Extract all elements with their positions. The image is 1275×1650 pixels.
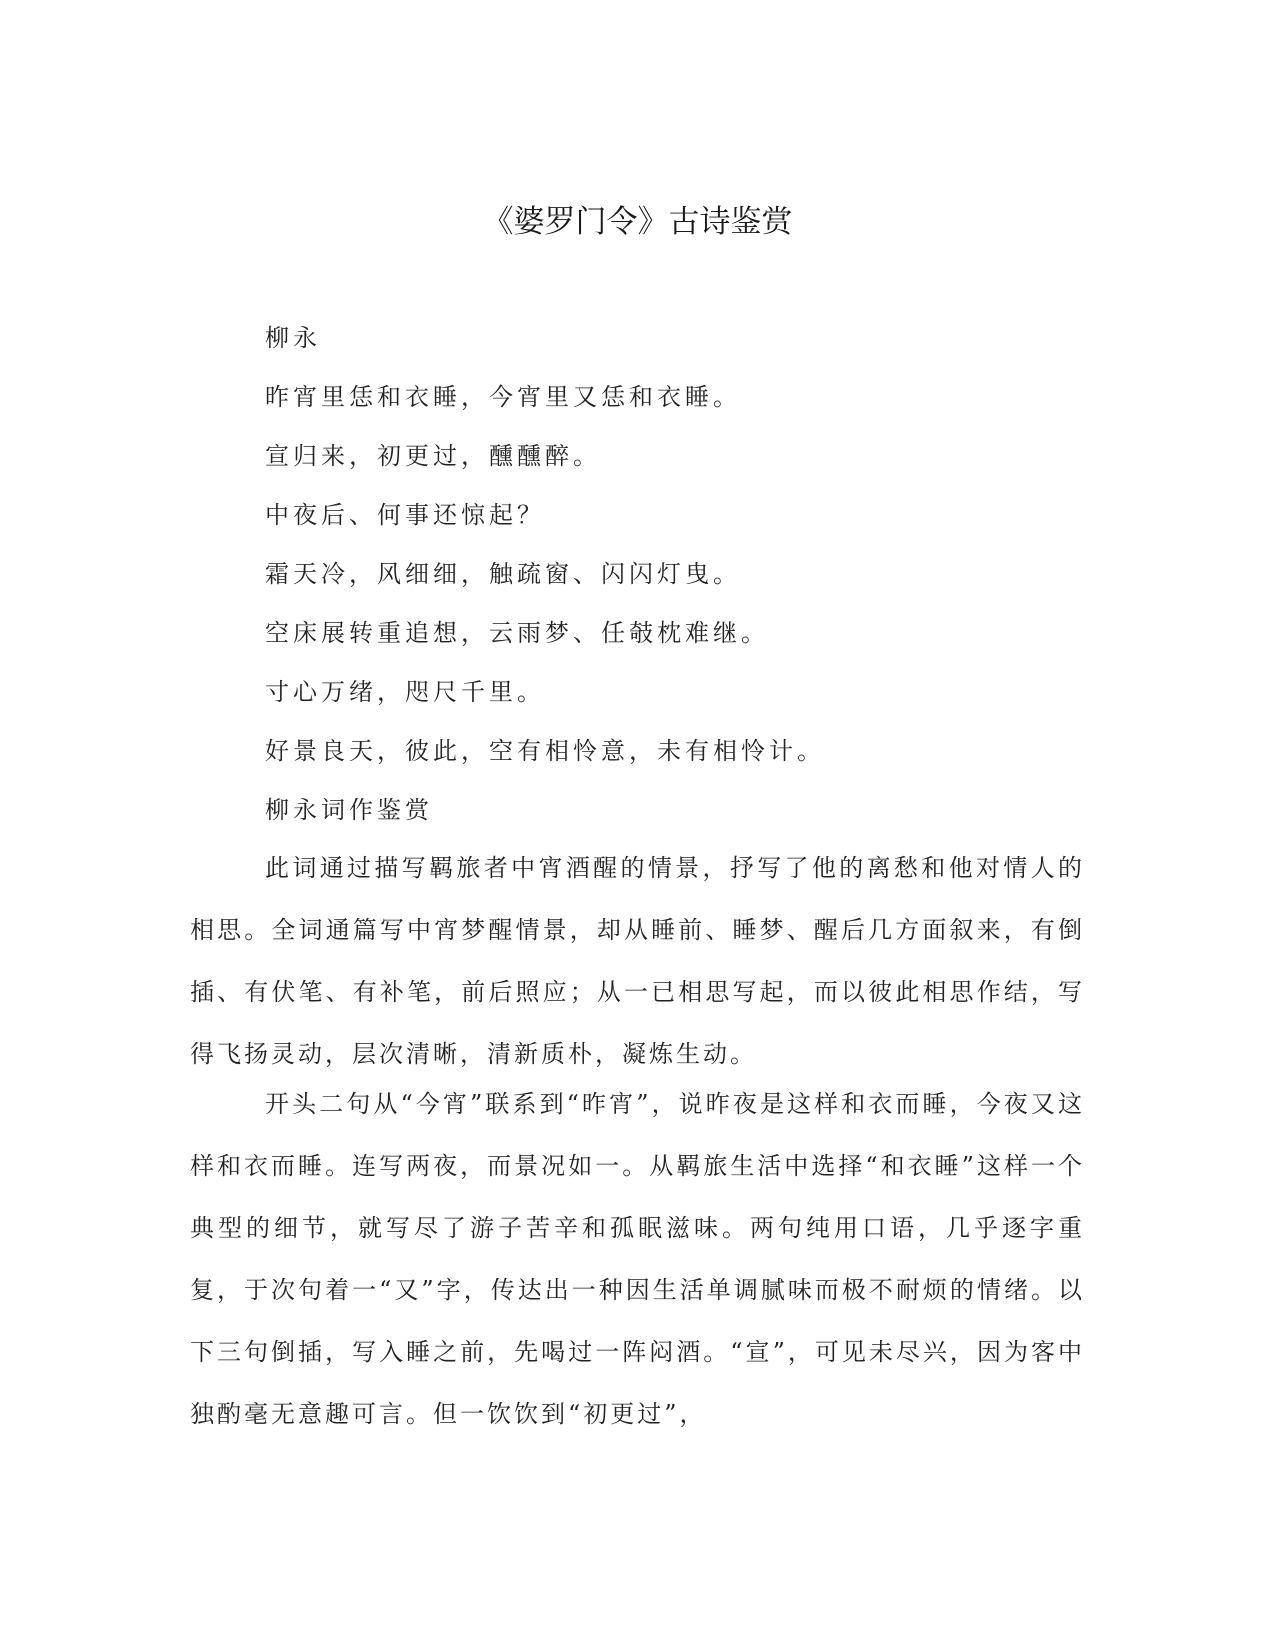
author-line: 柳永 (265, 324, 321, 352)
poem-line: 昨宵里恁和衣睡，今宵里又恁和衣睡。 (265, 383, 741, 411)
body-paragraph: 此词通过描写羁旅者中宵酒醒的情景，抒写了他的离愁和他对情人的相思。全词通篇写中宵梦醒情景，却从睡前、睡梦、醒后几方面叙来，有倒插、有伏笔、有补笔，前后照应；从一已相思写起，而以彼此相思作结，写得飞扬灵动，层次清晰，清新质朴，凝炼生动。 (190, 854, 1085, 1068)
poem-line: 中夜后、何事还惊起？ (265, 501, 545, 529)
poem-line: 宣归来，初更过，醺醺醉。 (265, 442, 601, 470)
section-heading: 柳永词作鉴赏 (265, 796, 433, 824)
poem-line: 霜天冷，风细细，触疏窗、闪闪灯曳。 (265, 560, 741, 588)
document-title: 《婆罗门令》古诗鉴赏 (482, 204, 793, 240)
body-paragraph: 开头二句从“今宵”联系到“昨宵”，说昨夜是这样和衣而睡，今夜又这样和衣而睡。连写两夜，而景况如一。从羁旅生活中选择“和衣睡”这样一个典型的细节，就写尽了游子苦辛和孤眠滋味。两句纯用口语，几乎逐字重复，于次句着一“又”字，传达出一种因生活单调腻味而极不耐烦的情绪。以下三句倒插，写入睡之前，先喝过一阵闷酒。“宣”，可见未尽兴，因为客中独酌毫无意趣可言。但一饮饮到“初更过”， (190, 1090, 1085, 1428)
poem-line: 寸心万绪，咫尺千里。 (265, 678, 545, 706)
poem-line: 好景良天，彼此，空有相怜意，未有相怜计。 (265, 737, 825, 765)
poem-line: 空床展转重追想，云雨梦、任攲枕难继。 (265, 619, 769, 647)
